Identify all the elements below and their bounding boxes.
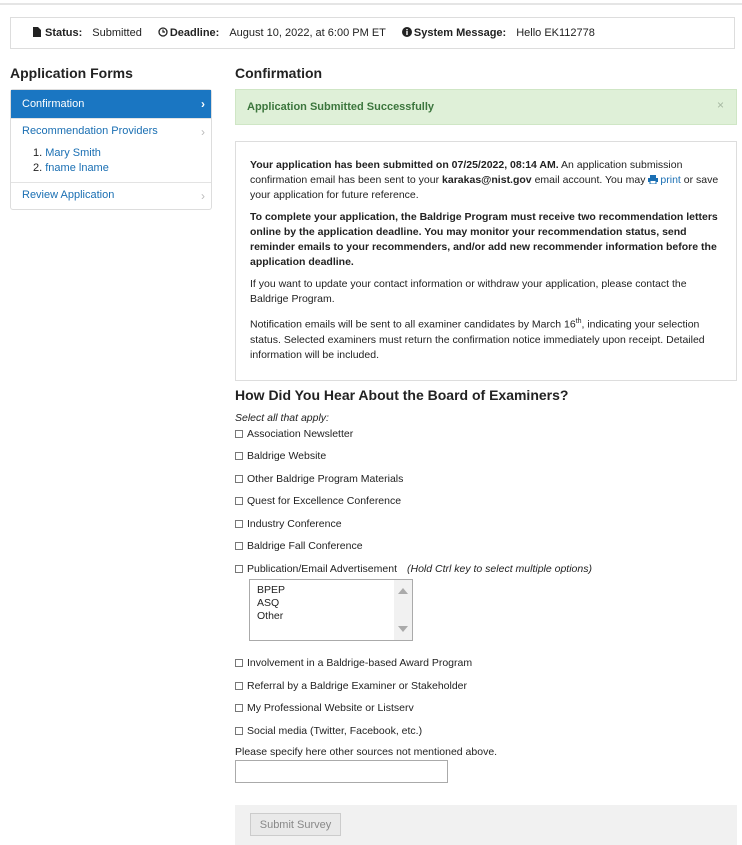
- provider-item[interactable]: [33, 161, 211, 176]
- option-label: Industry Conference: [247, 518, 342, 530]
- system-message-value: Hello EK112778: [516, 27, 595, 39]
- chevron-right-icon: ›: [201, 189, 205, 203]
- confirmation-panel: [235, 141, 737, 381]
- clock-icon: [158, 27, 168, 40]
- status-value: Submitted: [92, 27, 142, 39]
- contact-paragraph: If you want to update your contact information or withdraw your application, please contact the Baldrige Program.: [250, 278, 687, 305]
- deadline-value: August 10, 2022, at 6:00 PM ET: [229, 27, 386, 39]
- checkbox[interactable]: [235, 727, 243, 735]
- sidebar-item-label: Review Application: [22, 189, 115, 201]
- option-label: Referral by a Baldrige Examiner or Stakeholder: [247, 680, 468, 692]
- option-label: Involvement in a Baldrige-based Award Program: [247, 657, 473, 669]
- system-message-label: System Message:: [413, 27, 507, 39]
- form-footer: [235, 805, 737, 845]
- document-icon: [33, 27, 43, 40]
- alert-message: Application Submitted Successfully: [247, 101, 435, 113]
- scroll-down-icon[interactable]: [398, 626, 408, 632]
- option-label: Quest for Excellence Conference: [247, 495, 402, 507]
- text: An application submission confirmation email has been sent to your: [250, 159, 683, 186]
- option-baldrige-website[interactable]: [235, 450, 326, 462]
- provider-name-link[interactable]: Mary Smith: [45, 147, 101, 159]
- option-label: Baldrige Fall Conference: [247, 540, 363, 552]
- select-option[interactable]: ASQ: [257, 597, 280, 609]
- sidebar-item-recommendation-providers[interactable]: [11, 118, 211, 145]
- option-social-media[interactable]: [235, 725, 422, 737]
- checkbox[interactable]: [235, 475, 243, 483]
- publication-multiselect[interactable]: [249, 579, 413, 641]
- option-industry-conference[interactable]: [235, 518, 342, 530]
- checkbox[interactable]: [235, 704, 243, 712]
- option-label: My Professional Website or Listserv: [247, 702, 414, 714]
- checkbox[interactable]: [235, 659, 243, 667]
- sidebar-nav: [10, 89, 212, 210]
- select-option[interactable]: BPEP: [257, 584, 286, 596]
- sidebar-item-confirmation[interactable]: [11, 90, 211, 118]
- text: or save your application for future reference.: [250, 174, 719, 201]
- sidebar-item-label: Confirmation: [22, 98, 85, 110]
- text: email account. You may: [531, 174, 649, 186]
- other-sources-input[interactable]: [235, 760, 448, 783]
- checkbox[interactable]: [235, 682, 243, 690]
- superscript: th: [575, 318, 582, 325]
- option-fall-conference[interactable]: [235, 540, 363, 552]
- submission-paragraph: [250, 158, 722, 203]
- page-title: Confirmation: [235, 65, 323, 81]
- sidebar-title: Application Forms: [10, 65, 133, 81]
- chevron-right-icon: ›: [201, 97, 205, 111]
- top-divider: [0, 3, 742, 5]
- provider-list: [11, 145, 211, 182]
- option-label: Social media (Twitter, Facebook, etc.): [247, 725, 423, 737]
- multi-select-note: (Hold Ctrl key to select multiple options): [407, 563, 592, 575]
- checkbox[interactable]: [235, 452, 243, 460]
- option-label: Association Newsletter: [247, 428, 354, 440]
- option-award-program[interactable]: [235, 657, 472, 669]
- status-label: Status:: [45, 27, 83, 39]
- sidebar-item-label: Recommendation Providers: [22, 125, 158, 137]
- print-label: print: [660, 174, 681, 186]
- sidebar-item-review-application[interactable]: [11, 182, 211, 209]
- text: , indicating your selection status. Selected examiners must return the confirmation notice immediately upon receipt. Detailed information will be included.: [250, 318, 705, 361]
- text: Notification emails will be sent to all examiner candidates by March 16: [250, 318, 576, 331]
- checkbox[interactable]: [235, 542, 243, 550]
- option-examiner-referral[interactable]: [235, 680, 467, 692]
- provider-number: 1.: [33, 147, 43, 159]
- submit-survey-button[interactable]: Submit Survey: [250, 813, 341, 836]
- option-professional-website[interactable]: [235, 702, 414, 714]
- checkbox[interactable]: [235, 430, 243, 438]
- checkbox[interactable]: [235, 520, 243, 528]
- other-sources-label: Please specify here other sources not mentioned above.: [235, 746, 498, 758]
- checkbox[interactable]: [235, 565, 243, 573]
- option-label: Other Baldrige Program Materials: [247, 473, 404, 485]
- print-link[interactable]: [648, 174, 680, 186]
- close-icon[interactable]: ×: [716, 98, 724, 112]
- select-option[interactable]: Other: [257, 610, 284, 622]
- status-bar: [10, 17, 735, 49]
- option-label: Baldrige Website: [247, 450, 327, 462]
- recommendation-paragraph: To complete your application, the Baldrige Program must receive two recommendation letters online by the application deadline. You may monitor your recommendation status, send reminder emails to your recommenders, and/or add new recommender information before the application deadline.: [250, 211, 718, 268]
- option-association-newsletter[interactable]: [235, 428, 353, 440]
- chevron-right-icon: ›: [201, 125, 205, 139]
- printer-icon: [648, 175, 658, 184]
- option-program-materials[interactable]: [235, 473, 403, 485]
- provider-item[interactable]: [33, 146, 211, 161]
- provider-number: 2.: [33, 162, 43, 174]
- survey-hint: Select all that apply:: [235, 412, 329, 424]
- checkbox[interactable]: [235, 497, 243, 505]
- email-address: karakas@nist.gov: [442, 174, 532, 186]
- deadline-label: Deadline:: [169, 27, 220, 39]
- provider-name-link[interactable]: fname lname: [45, 162, 109, 174]
- scroll-up-icon[interactable]: [398, 588, 408, 594]
- option-publication-advertisement[interactable]: [235, 563, 592, 575]
- option-label: Publication/Email Advertisement: [247, 563, 397, 575]
- scrollbar[interactable]: [394, 580, 412, 640]
- option-quest-conference[interactable]: [235, 495, 401, 507]
- info-icon: [402, 27, 412, 40]
- notification-paragraph: [250, 314, 722, 363]
- survey-title: How Did You Hear About the Board of Examiners?: [235, 387, 569, 403]
- submission-date: Your application has been submitted on 07/25/2022, 08:14 AM.: [250, 159, 559, 171]
- success-alert: [235, 89, 737, 125]
